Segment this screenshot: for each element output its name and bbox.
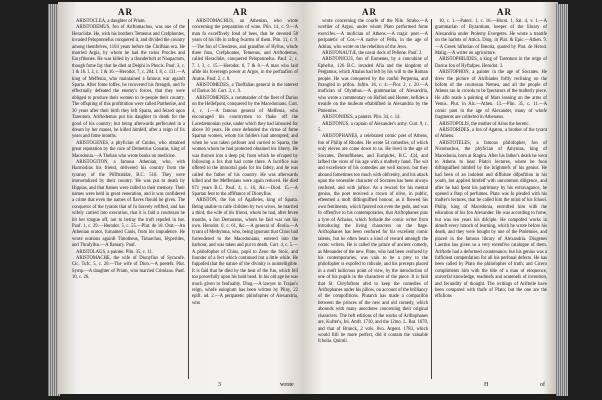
page-number: 3 bbox=[218, 382, 221, 388]
dictionary-entry: ARISTONUS, a captain of Alexander's army. Curt. 9, c. 5. bbox=[318, 121, 428, 133]
dictionary-entry: ARISTOPHON, a painter in the age of Socrates. He drew the picture of Alcibiades foftly reclining on the bofom of the courtezan Nemea, and all the people of Athens ran in crowds to be fpectators of the mafterly piece. He alfo made a painting of Mars leaning on the arms of Venus. Plut. in Alc.—Athen. 13.—Plin. 35, c. 11.—A comic poet in the age of Alexander, many of whofe fragments are collected in Athenæus. bbox=[435, 70, 547, 121]
dictionary-entry: ARISTOPHILIDES, a king of Tarentum in the reign of Darius fon of Hyftafpes. Herodot. 3. bbox=[435, 57, 547, 69]
right-page bbox=[302, 2, 558, 394]
signature-mark: H bbox=[484, 382, 489, 388]
dictionary-entry: ARISTONIDES, a painter. Plin. 34, c. 14. bbox=[322, 115, 401, 121]
dictionary-entry: ARISTOTELES, a famous philofopher, fon of Nicomachus, the phyfician of Amyntas, king of Macedonia, born at Stagira. After his father's death he went to Athens to hear Plato's lectures, where he foon diftinguifhed himfelf by the brightnefs of his genius. He had been of an indolent and diffolute difpofition in his youth, but applied himfelf with uncommon diligence, and after he had fpent his patrimony by his extravagance, he opened a fhop of perfumes. Plato was fo pleafed with his mafter's lectures, that he called him the mind of his fchool. Philip, king of Macedonia, entrufted him with the education of his fon Alexander. He was according to fome, but was ten years his difciple. He compofed works in almoft every branch of learning, which he wrote before his death, and they were bought by one of the Ptolemies, and placed in the famous library of Alexandria. Diogenes Laertius has given us a very extenfive catalogue of them. Ariftotle had a deformed countenance, but his genius was a fufficient compenfation for all his perfonal defects. He has been called by Plato the philofopher of truth; and Cicero compliments him with the title of a man of eloquence, univerfal knowledge, readinefs and acutenefs of invention, and fecundity of thought. The writings of Ariftotle have been compared with thofe of Plato; but the one are the effufions bbox=[435, 140, 547, 300]
dictionary-entry: ARISTONICUS, fon of Eumenes, by a concubine of Ephefus, 126 B.C. invaded Afia and the kingdom of Pergamus, which Attalus had left by his will to the Roman people. He was conquered by the conful Perpenna, and ftrangled in prifon. Juftin. 36, c. 4.—Flor. 2, c. 20.—A mufician of Olynthus.—A grammarian of Alexandria, who wrote a commentary on Hefiod and Homer, befides a treatife on the mufeum eftablifhed in Alexandria by the Ptolemies. bbox=[318, 57, 428, 114]
left-page bbox=[58, 2, 302, 394]
dictionary-entry: ARISTON, the fon of Agafieles, king of Sparta. Being unable to raife children by two wives, he married a third, the wife of his friend, whom he had, after feven months, a fon Demaratus, whom he faid was not his own. Herodot. 6, c. 61, &c.—A general of Ætolia.—A tyrant of Methymna, who, being ignorant that Chios had furrendered to the Macedonians, entered into the harbour, and was taken and put to death. Curt. 4, c. 5.—A philofopher of Chios, pupil to Zeno the Stoic, and founder of a fect which continued but a little while. He fuppofed that the nature of the divinity is unintelligible. It is faid that he died by the heat of the fun, which fell too powerfully upon his bald head. In his old age he was much given to fenfuality. Diog.—A lawyer in Trajan's reign, whofe eulogium has been written by Pliny, 22 epift. ad. 2.—A peripatetic philofopher of Alexandria, who bbox=[192, 198, 298, 306]
running-head: AR bbox=[118, 7, 133, 17]
dictionary-entry: ARISTOLAUS, a painter. Plin. 35, c. 11. bbox=[76, 249, 153, 255]
dictionary-entry: 10, c. 1.—Paterc. 1, c. 16.—Horat. 1, Sat. 4, v. 1.—A grammarian of Byzantium, keeper of the library of Alexandria under Ptolemy Evergetes. He wrote a treatife on the harlots of Attica. Diog. in Plat. & Epic.—Athen. 9.—A Greek hiftorian of Bœotia, quoted by Plut. de Herod. Malig.—A writer on agriculture. bbox=[435, 19, 547, 57]
dictionary-entry: ARISTOMACHE, the wife of Dionyfius of Syracufe. Cic. Tufc. 5, c. 20.—The wife of Dion.—A poetefs. Plut. Symp.—A daughter of Priam, who married Critolaus. Pauf. 10, c. 26. bbox=[72, 256, 185, 281]
running-head: AR bbox=[233, 7, 248, 17]
right-page-column-1 bbox=[318, 19, 428, 346]
column-rule bbox=[188, 19, 189, 379]
dictionary-entry: wrote concerning the courfe of the Nile. Strabo.—A wreftler of Argos, under whom Plato performed fome exercifes.—A mufician of Athens.—A tragic poet.—A peripatetic of Cos.—A native of Pella, in the age of Adrian, who wrote on the rebellion of the Jews. bbox=[318, 19, 428, 50]
running-head: AR bbox=[497, 7, 512, 17]
catchword: of bbox=[540, 382, 545, 388]
dictionary-entry: ARISTONAUTÆ, the naval dock of Pellene. Pauf. 2. bbox=[322, 51, 423, 57]
right-page-column-2 bbox=[435, 19, 547, 301]
dictionary-entry: ARISTOGITON, a famous Athenian, who, with Harmodius his friend, delivered his country from the tyranny of the Pififtratidæ, B.C. 510. They were immortalized by their country. He was put to death by Hippias, and that ftatues were raifed to their memory. Their names were held in great veneration, and it was confidered a crime that even the names of flaves fhould be given. The conqueror of the tyrants that of fo bravely refifted, and has wifely carried into execution, that it is faid a courtezan he bit her tongue off, not to betray the truft repofed in her. Pauf. 1, c. 29.—Herodot. 5, c. 55.—Plut. de 10. Orat.—An Athenian orator, furnamed Canis, from his impudence. He wrote orations againft Timotheus, Timarchus, Hyperides, and Thrafyllus.—A flatuary. Pauf. bbox=[72, 159, 185, 249]
dictionary-entry: ARISTOPOLIS, the mother of Arius the heretic. bbox=[439, 121, 530, 127]
running-head: AR bbox=[362, 7, 377, 17]
dictionary-entry: ARISTOCLEA, a daughter of Priam. bbox=[76, 19, 146, 24]
dictionary-entry: ARISTOMACHUS, an Athenian, who wrote concerning the preparation of wine. Plin. 14, c. 9.—A man fo exceffively fond of bees, that he devoted 58 years of his life in rafing fwarms of them. Plin. 11, c. 9.—The fon of Cleodæus, and grandfon of Hyllus, whofe three fons, Crefphontes, Temenus, and Ariftodemus, called Heraclidæ, conquered Peloponnefus. Pauf. 2, c. 7. l. 3, c. 15.—Herodot. 6, 7 & 8.—A man who laid afide his fovereign power at Argos, in the perfuafion of Aratus. Pauf. 2, c. 8. bbox=[192, 19, 298, 82]
dictionary-entry: ARISTOPHANES, a celebrated comic poet of Athens, fon of Philip of Rhodes. He wrote 54 comedies, of which only eleven are come down to us. He lived in the age of Socrates, Demofthenes, and Euripides, B.C. 434, and lafhed the vices of his age with a mafterly hand. The wit and excellence of his comedies are well known; but they abound fometimes too much with obfcenity, and his attack upon the venerable character of Socrates has been always cenfured, and with juftice. As a reward for his mental genius, the poet received a crown of olive, in public, efteemed a moft diftinguifhed honour, as it fhewed his own fentiments, which fpurred not even the gods, and was fo offenfive to his contemporaries, that Ariftophanes puts a lyre of Achaius, which forbade the comic writer from introducing the living characters on the ftage. Ariftophanes has been cenfured for his excellent comic talents, but he often bears a kind of reward amongft the comic writers. He is called the prince of ancient comedy, as Menander of the new. Plato, who had been cenfured by his contemporaries, was vain to be a prey to the philofopher is expofed to ridicule, and his precepts placed in a moft ludicrous point of view, by the introduction of one of his pupils in the characters of the piece. It is faid that St. Chryfoftom ufed to keep the comedies of Ariftophanes under his pillow, on account of the brilliancy of the compofitions. Plutarch has made a comparifon between the princes of the new and old comedy, which abounds with many anecdotes concerning their original characters. The beft editions of the works of Ariftophanes are, Kufter's, fol. Amft. 1710, and the 12mo. L. Bat. 1670, and that of Brunck, 2 vols. 8vo. Argent. 1783, which would ftill be more perfect, did it contain the valuable fcholia. Quintil. bbox=[318, 134, 428, 345]
dictionary-entry: ARISTORIDES, a fon of Agaton, a brother of the tyrant of Athens. bbox=[435, 127, 547, 140]
dictionary-entry: ARISTOGENES, a phyfician of Cnidos, who obtained great reputation by the cure of Demetrius Gonatas, king of Macedonia.—A Theban who wrote books on medicine. bbox=[72, 140, 185, 159]
left-page-column-1 bbox=[72, 19, 185, 282]
dictionary-entry: ARISTOMEDES, a Theffalian general in the interest of Darius 3d. Curt. 3, c. 9. bbox=[192, 83, 298, 95]
book-edge-right bbox=[556, 4, 568, 396]
dictionary-entry: ARISTOMENES, a commander of the fleet of Darius on the Hellefpont, conquered by the Macedonians. Curt. 4, c. 1.—A famous general of Meffenia, who encouraged his countrymen to fhake off the Lacedæmonian yoke, under which they had laboured for above 30 years. He once defended the virtue of fome Spartan women, whom his foldiers had attempted; and when he was taken prifoner and carried to Sparta, the women whom he had protected obtained his liberty. He was thrown into a deep pit, from which he efcaped by following a fox that had come there. A facrifice was offered to the immortal gods for his fafety, and he was called the father of his country. He was afterwards killed and the Meffenians were again reduced. He died 671 years B.C. Pauf. 4, c. 16, &c.—Diod. 15.—A Spartan fent to the affiftance of Dionyfius. bbox=[192, 95, 298, 197]
catchword: wrote bbox=[280, 382, 294, 388]
dictionary-entry: ARISTODEMUS, fon of Ariftomachus, was one of the Heraclidæ. He, with his brothers Temenus and Crefphontes, invaded Peloponnefus conquered it, and divided the country among themfelves, 1104 years before the Chriftian era. He married Argia, by whom he had the twins Procles and Euryfthenes. He was killed by a thunderbolt at Naupactum, though fome fay that he died at Delphi in Phocis. Pauf. 3, c. 1 & 16. l. 3, c. 1 & 16.—Herodot. 7, c. 204. l. 8, c. 131.—A king of Meffenia, who maintained a famous war againft Sparta. After fome loffes, he recovered his ftrength, and fo effectually defeated the enemy's forces, that they were obliged to produce their women to re-people their country. The offspring of this proftitution were called Partheniæ, and 30 years after their birth they left Sparta, and feized upon Tarentum. Ariftodemus put his daughter to death for the good of his country; but being afterwards perfecuted in a dream by her manes, he killed himfelf, after a reign of fix years and fome months. bbox=[72, 25, 185, 140]
column-rule bbox=[431, 19, 432, 379]
left-page-column-2 bbox=[192, 19, 298, 307]
